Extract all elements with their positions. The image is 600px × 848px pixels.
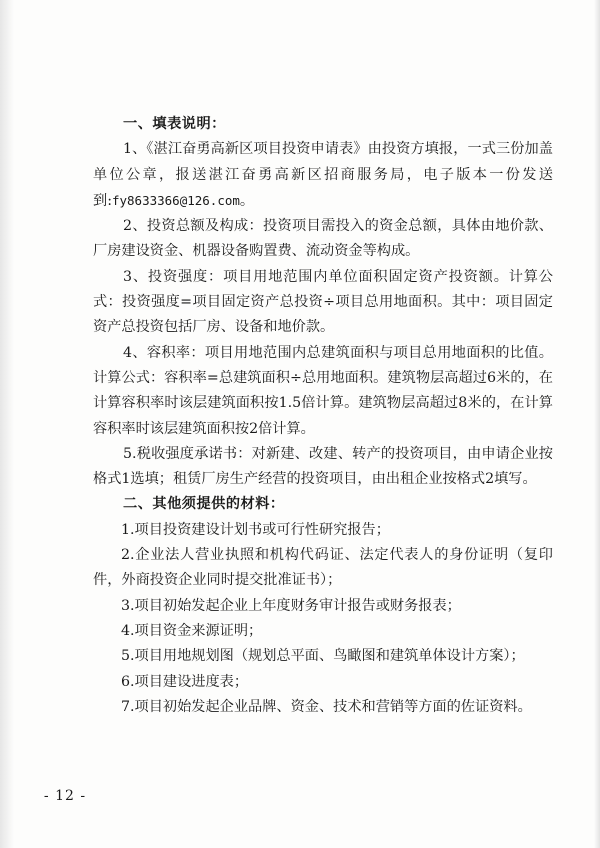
section-heading-instructions: 一、填表说明： (123, 116, 226, 132)
instruction-paragraph-3: 3、投资强度：项目用地范围内单位面积固定资产投资额。计算公式：投资强度=项目固定资产总投资÷项目总用地面积。其中：项目固定资产总投资包括厂房、设备和地价款。 (93, 268, 553, 336)
instruction-1-text: 1、《湛江奋勇高新区项目投资申请表》由投资方填报，一式三份加盖单位公章，报送湛江奋勇高新区招商服务局，电子版本一份发送到: (93, 141, 553, 209)
page-number: - 12 - (43, 788, 87, 804)
materials-item-7: 7.项目初始发起企业品牌、资金、技术和营销等方面的佐证资料。 (121, 698, 532, 715)
instruction-paragraph-4: 4、容积率：项目用地范围内总建筑面积与项目总用地面积的比值。计算公式：容积率=总建筑面积÷总用地面积。建筑物层高超过6米的，在计算容积率时该层建筑面积按1.5倍计算。建筑物层高超过8米的，在计算容积率时该层建筑面积按2倍计算。 (93, 344, 553, 437)
section-heading-materials: 二、其他须提供的材料： (123, 496, 285, 513)
scan-shadow-left (0, 0, 14, 848)
materials-item-3: 3.项目初始发起企业上年度财务审计报告或财务报表； (121, 597, 461, 614)
materials-item-5: 5.项目用地规划图（规划总平面、鸟瞰图和建筑单体设计方案）； (121, 648, 525, 665)
materials-item-4: 4.项目资金来源证明； (121, 622, 263, 639)
materials-item-1: 1.项目投资建设计划书或可行性研究报告； (121, 521, 390, 538)
materials-item-2: 2.企业法人营业执照和机构代码证、法定代表人的身份证明（复印件，外商投资企业同时提交批准证书）； (93, 547, 553, 589)
materials-item-6: 6.项目建设进度表； (121, 673, 249, 690)
page-footer (0, 788, 600, 804)
instruction-1-end: 。 (239, 192, 255, 209)
instruction-paragraph-5: 5.税收强度承诺书：对新建、改建、转产的投资项目，由申请企业按格式1选填；租赁厂房生产经营的投资项目，由出租企业按格式2填写。 (93, 445, 553, 488)
instruction-paragraph-2: 2、投资总额及构成：投资项目需投入的资金总额，具体由地价款、厂房建设资金、机器设备购置费、流动资金等构成。 (93, 218, 553, 260)
document-body (93, 112, 553, 720)
instruction-paragraph-1 (93, 137, 553, 214)
scan-shadow-right (594, 0, 600, 848)
email-address: fy8633366@126.com (111, 192, 240, 208)
